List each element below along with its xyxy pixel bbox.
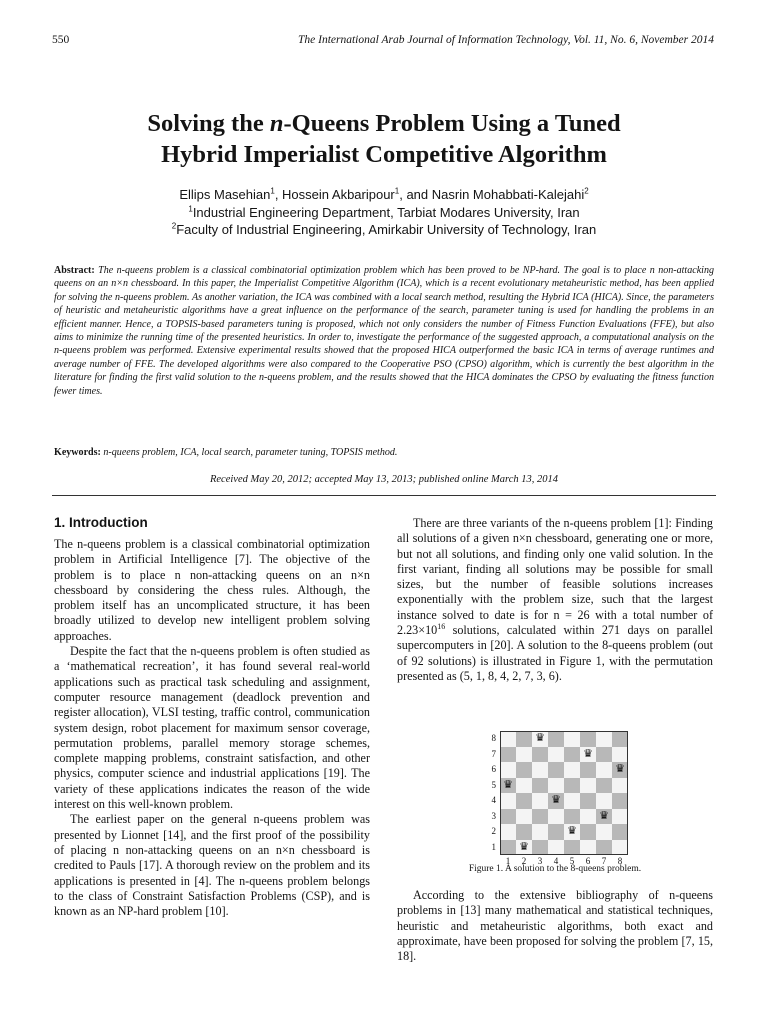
abstract (54, 264, 714, 398)
received-dates: Received May 20, 2012; accepted May 13, 2013; published online March 13, 2014 (209, 474, 559, 485)
affil-sup: 1 (270, 186, 275, 196)
column-label: 5 (569, 856, 575, 866)
column-label: 3 (537, 856, 543, 866)
keywords-label: Keywords: (54, 447, 101, 458)
author-block (52, 186, 716, 239)
column-label: 2 (521, 856, 527, 866)
author-name: Ellips Masehian (179, 187, 271, 202)
paragraph: The earliest paper on the general n-queens problem was presented by Lionnet [14], and the first proof of the possibility of placing n non-attacking queens on an n×n chessboard is credited to Pauls [17]. A thorough review on the problem and its applications is presented in [4]. The n-queens problem belongs to the class of Constraint Satisfaction Problems (CSP), and is known as an NP-hard problem [10]. (54, 812, 370, 919)
queen-icon: ♛ (551, 794, 561, 806)
column-label: 8 (617, 856, 623, 866)
title-line2: Hybrid Imperialist Competitive Algorithm (161, 141, 607, 168)
keywords-text: n-queens problem, ICA, local search, parameter tuning, TOPSIS method. (100, 447, 398, 458)
queen-icon: ♛ (615, 763, 625, 775)
row-label: 1 (491, 841, 496, 852)
queen-icon: ♛ (519, 840, 529, 853)
affiliation-1 (52, 204, 716, 222)
paragraph-text: There are three variants of the n-queens problem [1]: Finding all solutions of a given n×n chessboard, generating one or more, but not all solutions, and finding only one valid solution. In the first variant, finding all solutions may be possible for small sizes, but the number of feasible solutions increases exponentially with the problem size, such that the largest instance solved to date is for n = 26 with a total number of 2.23×10 (397, 516, 713, 638)
affil-sup: 1 (188, 204, 193, 214)
paper-title (52, 108, 716, 170)
right-column-top (397, 516, 713, 684)
queen-icon: ♛ (599, 809, 609, 822)
abstract-label: Abstract: (54, 265, 95, 276)
queen-icon: ♛ (583, 747, 593, 760)
paragraph: According to the extensive bibliography of n-queens problems in [13] many mathematical and statistical techniques, heuristic and metaheuristic algorithms, both exact and approximate, have been proposed for solving the problem [7, 15, 18]. (397, 888, 713, 964)
keywords (54, 447, 714, 458)
row-label: 6 (491, 764, 496, 774)
row-label: 8 (491, 733, 496, 743)
left-column (54, 537, 370, 919)
paragraph: Despite the fact that the n-queens problem is often studied as a ‘mathematical recreation’, it has found several real-world applications such as practical task scheduling and assignment, computer resource management (deadlock prevention and register allocation), VLSI testing, traffic control, communication system design, robot placement for maximum sensor coverage, permutation problems, parallel memory storage schemes, complete mapping problems, constraint satisfaction, and other physics, computer science and industrial applications [19]. The variety of these applications indicates the reason of the wide interest on this well-known problem. (54, 644, 370, 812)
page-number: 550 (52, 34, 70, 46)
affiliation-text: Faculty of Industrial Engineering, Amirkabir University of Technology, Iran (176, 222, 597, 237)
figure-caption: Figure 1. A solution to the 8-queens problem. (468, 864, 642, 874)
affiliation-2 (52, 221, 716, 239)
paragraph-text: solutions, calculated within 271 days on parallel supercomputers in [20]. A solution to the 8-queens problem (out of 92 solutions) is illustrated in Figure 1, with the permutation presented as (5, 1, 8, 4, 2, 7, 3, 6). (397, 623, 713, 683)
author-line (52, 186, 716, 204)
affiliation-text: Industrial Engineering Department, Tarbiat Modares University, Iran (192, 204, 580, 220)
divider (52, 495, 716, 496)
queen-icon: ♛ (535, 732, 545, 744)
affil-sup: 2 (171, 221, 177, 231)
journal-header: The International Arab Journal of Information Technology, Vol. 11, No. 6, November 2014 (297, 34, 714, 46)
title-n: n (269, 110, 284, 137)
author-name: , and Nasrin Mohabbati-Kalejahi (399, 187, 585, 202)
column-label: 4 (553, 856, 559, 866)
row-label: 7 (491, 748, 496, 759)
queen-icon: ♛ (503, 778, 513, 791)
paragraph: The n-queens problem is a classical combinatorial optimization problem in Artificial Intelligence [7]. The objective of the problem is to place n non-attacking queens on an n×n chessboard by considering the chess rules. Although, the problem itself has an uncomplicated structure, it has been broadly utilized to develop new intelligent problem solving approaches. (54, 537, 370, 643)
column-label: 6 (585, 856, 591, 866)
column-label: 7 (601, 856, 607, 866)
exponent: 16 (437, 622, 446, 632)
author-name: , Hossein Akbaripour (274, 187, 395, 202)
affil-sup: 2 (584, 186, 589, 196)
affil-sup: 1 (394, 186, 400, 196)
section-heading: 1. Introduction (54, 515, 148, 530)
row-label: 4 (491, 795, 496, 805)
abstract-text: The n-queens problem is a classical combinatorial optimization problem which has been proved to be NP-hard. The goal is to place n non-attacking queens on an n×n chessboard. In this paper, the Imperialist Competitive Algorithm (ICA), which is a recent evolutionary metaheuristic method, has been applied for solving the n-queens problem. As another variation, the ICA was combined with a local search method, resulting the Hybrid ICA (HICA). Since, the parameters of heuristic and metaheuristic algorithms have a great influence on the performance of the search, parameter tuning is used for handling the problems in an efficient manner. Hence, a TOPSIS-based parameters tuning is proposed, which not only considers the number of Fitness Function Evaluations (FFE), but also aims to minimize the running time of the presented heuristics. In order to, investigate the performance of the suggested approach, a computational analysis on the n-queens problem was performed. Extensive experimental results showed that the proposed HICA outperformed the basic ICA in terms of average runtimes and average number of FFE. The developed algorithms were also compared to the Cooperative PSO (CPSO) algorithm, which is currently the best algorithm in the literature for finding the first valid solution to the n-queens problem, and the results showed that the HICA dominates the CPSO by evaluating the fitness function fewer times. (54, 265, 714, 397)
title-part: Solving the (147, 110, 270, 137)
row-label: 3 (491, 810, 496, 821)
row-label: 2 (491, 826, 496, 836)
title-part: -Queens Problem Using a Tuned (283, 110, 621, 137)
paragraph (397, 516, 713, 684)
queen-icon: ♛ (567, 825, 577, 837)
right-column-bottom (397, 888, 713, 964)
column-label: 1 (505, 856, 511, 866)
row-label: 5 (491, 779, 496, 790)
